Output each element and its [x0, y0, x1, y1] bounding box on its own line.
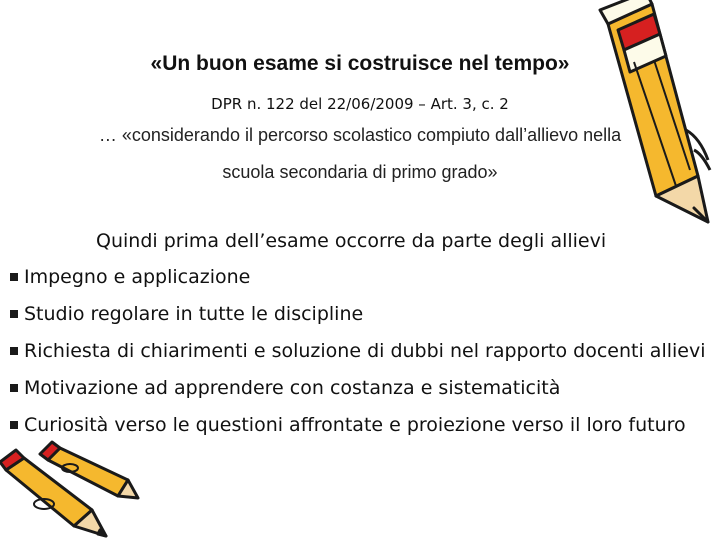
legal-reference: DPR n. 122 del 22/06/2009 – Art. 3, c. 2	[211, 95, 509, 113]
pencil-icon	[590, 0, 720, 235]
bullet-text: Studio regolare in tutte le discipline	[24, 302, 364, 325]
list-item	[10, 295, 706, 332]
quote-line-2: scuola secondaria di primo grado»	[222, 162, 498, 182]
bullet-icon	[10, 347, 18, 355]
intro-text: Quindi prima dell’esame occorre da parte degli allievi	[96, 230, 607, 252]
list-item	[10, 406, 706, 443]
list-item	[10, 369, 706, 406]
list-item	[10, 258, 706, 295]
bullet-list	[10, 258, 706, 443]
bullet-icon	[10, 421, 18, 429]
pencil-icon	[0, 440, 140, 540]
bullet-icon	[10, 273, 18, 281]
slide-title: «Un buon esame si costruisce nel tempo»	[150, 52, 570, 75]
list-item	[10, 332, 706, 369]
bullet-text: Motivazione ad apprendere con costanza e sistematicità	[24, 376, 561, 399]
bullet-text: Richiesta di chiarimenti e soluzione di dubbi nel rapporto docenti allievi	[24, 339, 706, 362]
quote-line-1: … «considerando il percorso scolastico compiuto dall’allievo nella	[98, 125, 622, 145]
bullet-icon	[10, 310, 18, 318]
bullet-text: Impegno e applicazione	[24, 265, 251, 288]
bullet-icon	[10, 384, 18, 392]
bullet-text: Curiosità verso le questioni affrontate e proiezione verso il loro futuro	[24, 413, 686, 436]
